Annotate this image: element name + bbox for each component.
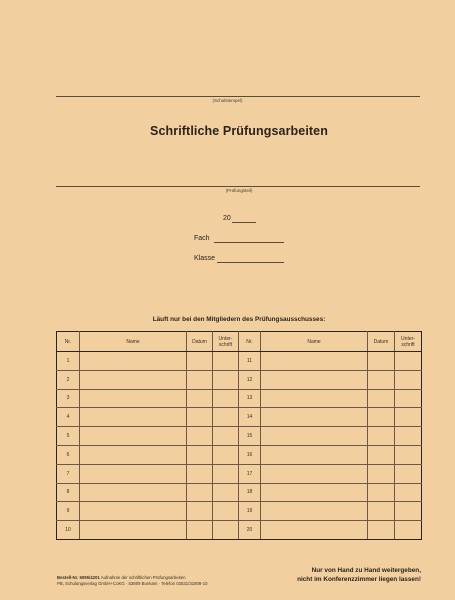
- header-signature-right: [395, 332, 422, 352]
- row-number-left: 1: [57, 352, 80, 371]
- date-cell-left[interactable]: [187, 370, 213, 389]
- header-signature-line2: schrift: [218, 341, 233, 348]
- school-stamp-label: (Schulstempel): [212, 98, 243, 103]
- class-label: Klasse: [194, 255, 216, 262]
- name-cell-left[interactable]: [80, 502, 187, 521]
- header-signature-left: [213, 332, 239, 352]
- row-number-left: 2: [57, 370, 80, 389]
- name-cell-left[interactable]: [80, 370, 187, 389]
- signature-cell-left[interactable]: [213, 370, 239, 389]
- signature-cell-right[interactable]: [395, 408, 422, 427]
- date-cell-right[interactable]: [368, 483, 395, 502]
- name-cell-left[interactable]: [80, 521, 187, 540]
- date-cell-left[interactable]: [187, 445, 213, 464]
- date-cell-right[interactable]: [368, 352, 395, 371]
- footer-notice-line1: Nur von Hand zu Hand weitergeben,: [311, 567, 421, 574]
- date-cell-left[interactable]: [187, 483, 213, 502]
- name-cell-right[interactable]: [261, 427, 368, 446]
- date-cell-left[interactable]: [187, 352, 213, 371]
- date-cell-right[interactable]: [368, 389, 395, 408]
- table-header-row: [57, 332, 422, 352]
- name-cell-left[interactable]: [80, 445, 187, 464]
- header-name-left: Name: [80, 332, 187, 352]
- exam-part-label: (Prüfungsteil): [225, 188, 253, 193]
- name-cell-right[interactable]: [261, 502, 368, 521]
- date-cell-right[interactable]: [368, 408, 395, 427]
- row-number-right: 17: [239, 464, 261, 483]
- subject-label: Fach: [194, 235, 210, 242]
- name-cell-left[interactable]: [80, 408, 187, 427]
- name-cell-right[interactable]: [261, 408, 368, 427]
- signature-cell-right[interactable]: [395, 483, 422, 502]
- subject-blank[interactable]: [214, 242, 284, 243]
- name-cell-right[interactable]: [261, 464, 368, 483]
- signature-cell-right[interactable]: [395, 370, 422, 389]
- header-date-right: Datum: [368, 332, 395, 352]
- table-row: [57, 464, 422, 483]
- header-name-right: Name: [261, 332, 368, 352]
- row-number-right: 16: [239, 445, 261, 464]
- row-number-left: 6: [57, 445, 80, 464]
- table-row: [57, 352, 422, 371]
- school-stamp-line: [56, 96, 420, 97]
- date-cell-left[interactable]: [187, 464, 213, 483]
- name-cell-left[interactable]: [80, 427, 187, 446]
- row-number-right: 14: [239, 408, 261, 427]
- signature-cell-left[interactable]: [213, 502, 239, 521]
- date-cell-left[interactable]: [187, 521, 213, 540]
- year-prefix: 20: [223, 215, 231, 222]
- name-cell-right[interactable]: [261, 445, 368, 464]
- date-cell-left[interactable]: [187, 389, 213, 408]
- table-row: [57, 389, 422, 408]
- footer-notice: [297, 567, 421, 584]
- table-row: [57, 521, 422, 540]
- row-number-right: 18: [239, 483, 261, 502]
- page-title: Schriftliche Prüfungsarbeiten: [150, 124, 328, 138]
- signature-cell-right[interactable]: [395, 445, 422, 464]
- signature-cell-right[interactable]: [395, 389, 422, 408]
- name-cell-left[interactable]: [80, 389, 187, 408]
- row-number-left: 7: [57, 464, 80, 483]
- row-number-right: 11: [239, 352, 261, 371]
- header-signature-line2: schrift: [401, 341, 415, 348]
- row-number-right: 13: [239, 389, 261, 408]
- row-number-left: 9: [57, 502, 80, 521]
- footer-order-desc: Aufnahme der schriftlichen Prüfungsarbeiten: [100, 575, 186, 580]
- signature-cell-right[interactable]: [395, 502, 422, 521]
- signature-cell-right[interactable]: [395, 352, 422, 371]
- name-cell-right[interactable]: [261, 521, 368, 540]
- footer-publisher-info: [57, 575, 208, 586]
- row-number-right: 19: [239, 502, 261, 521]
- table-row: [57, 370, 422, 389]
- row-number-right: 15: [239, 427, 261, 446]
- table-row: [57, 408, 422, 427]
- row-number-left: 5: [57, 427, 80, 446]
- signature-cell-right[interactable]: [395, 427, 422, 446]
- signature-cell-right[interactable]: [395, 521, 422, 540]
- signature-cell-left[interactable]: [213, 408, 239, 427]
- exam-committee-table: [56, 331, 422, 540]
- name-cell-left[interactable]: [80, 464, 187, 483]
- date-cell-left[interactable]: [187, 427, 213, 446]
- name-cell-right[interactable]: [261, 389, 368, 408]
- table-row: [57, 502, 422, 521]
- header-signature-line1: Unter-: [401, 335, 415, 342]
- date-cell-right[interactable]: [368, 427, 395, 446]
- row-number-left: 10: [57, 521, 80, 540]
- class-blank[interactable]: [217, 262, 284, 263]
- header-date-left: Datum: [187, 332, 213, 352]
- table-body: [57, 352, 422, 540]
- name-cell-right[interactable]: [261, 370, 368, 389]
- exam-part-line: [56, 186, 420, 187]
- signature-cell-left[interactable]: [213, 445, 239, 464]
- header-no-right: Nr.: [239, 332, 261, 352]
- signature-cell-right[interactable]: [395, 464, 422, 483]
- signature-cell-left[interactable]: [213, 352, 239, 371]
- signature-cell-left[interactable]: [213, 464, 239, 483]
- year-blank[interactable]: [232, 222, 256, 223]
- name-cell-right[interactable]: [261, 352, 368, 371]
- name-cell-right[interactable]: [261, 483, 368, 502]
- signature-cell-left[interactable]: [213, 483, 239, 502]
- footer-order-line: [57, 575, 208, 581]
- name-cell-left[interactable]: [80, 352, 187, 371]
- date-cell-right[interactable]: [368, 464, 395, 483]
- row-number-left: 4: [57, 408, 80, 427]
- row-number-left: 8: [57, 483, 80, 502]
- date-cell-right[interactable]: [368, 445, 395, 464]
- footer-order-no: Bestell-Nr. 9095/4201: [57, 575, 100, 580]
- date-cell-right[interactable]: [368, 502, 395, 521]
- table-row: [57, 445, 422, 464]
- date-cell-left[interactable]: [187, 502, 213, 521]
- header-no-left: Nr.: [57, 332, 80, 352]
- table-caption: Läuft nur bei den Mitgliedern des Prüfungsausschusses:: [152, 316, 326, 323]
- date-cell-right[interactable]: [368, 370, 395, 389]
- date-cell-left[interactable]: [187, 408, 213, 427]
- signature-cell-left[interactable]: [213, 427, 239, 446]
- date-cell-right[interactable]: [368, 521, 395, 540]
- footer-publisher-line: PB, Schulungsverlag GmbH+CoKG · 53809 Bonkam · Telefon 02531/31808-10: [57, 580, 208, 586]
- row-number-left: 3: [57, 389, 80, 408]
- table-row: [57, 427, 422, 446]
- signature-cell-left[interactable]: [213, 521, 239, 540]
- header-signature-line1: Unter-: [218, 335, 233, 342]
- signature-cell-left[interactable]: [213, 389, 239, 408]
- row-number-right: 12: [239, 370, 261, 389]
- name-cell-left[interactable]: [80, 483, 187, 502]
- row-number-right: 20: [239, 521, 261, 540]
- table-row: [57, 483, 422, 502]
- footer-notice-line2: nicht im Konferenzzimmer liegen lassen!: [297, 575, 421, 583]
